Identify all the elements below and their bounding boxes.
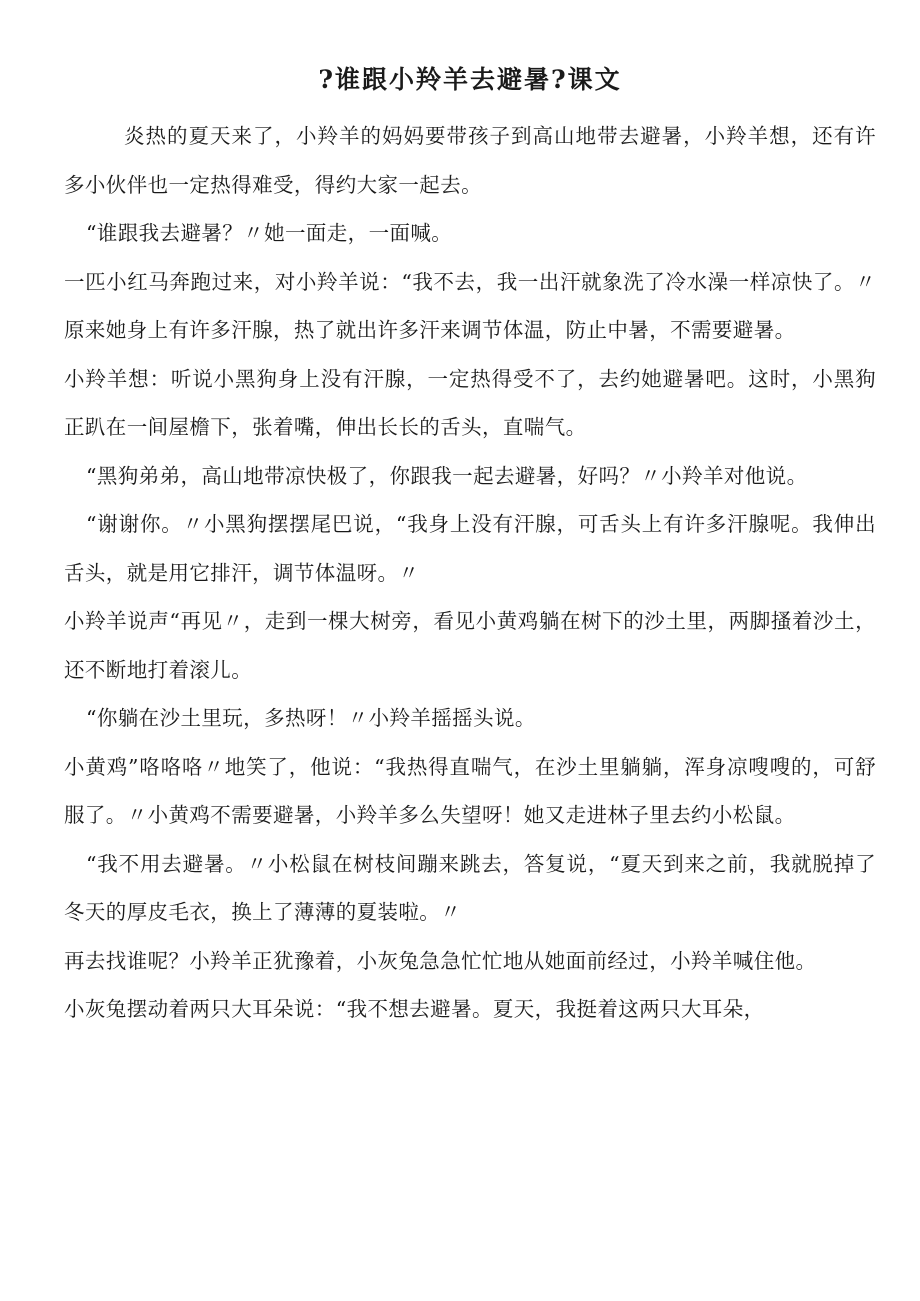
paragraph-10: “我不用去避暑。〃小松鼠在树枝间蹦来跳去，答复说，“夏天到来之前，我就脱掉了冬天的厚皮毛衣，换上了薄薄的夏装啦。〃 (64, 851, 876, 924)
paragraph-2: “谁跟我去避暑？〃她一面走，一面喊。 (86, 221, 453, 245)
paragraph-5: “黑狗弟弟，高山地带凉快极了，你跟我一起去避暑，好吗？〃小羚羊对他说。 (86, 463, 808, 488)
paragraph-8: “你躺在沙土里玩，多热呀！〃小羚羊摇摇头说。 (86, 706, 536, 730)
paragraph-9: 小黄鸡”咯咯咯〃地笑了，他说：“我热得直喘气，在沙土里躺躺，浑身凉嗖嗖的，可舒服了。〃小黄鸡不需要避暑，小羚羊多么失望呀！她又走进林子里去约小松鼠。 (64, 754, 876, 827)
paragraph-7: 小羚羊说声“再见〃，走到一棵大树旁，看见小黄鸡躺在树下的沙土里，两脚搔着沙土，还不断地打着滚儿。 (64, 609, 876, 682)
paragraph-12: 小灰兔摆动着两只大耳朵说：“我不想去避暑。夏天，我挺着这两只大耳朵， (64, 997, 765, 1021)
paragraph-3: 一匹小红马奔跑过来，对小羚羊说：“我不去，我一出汗就象洗了冷水澡一样凉快了。〃原来她身上有许多汗腺，热了就出许多汗来调节体温，防止中暑，不需要避暑。 (64, 269, 876, 342)
paragraph-4: 小羚羊想：听说小黑狗身上没有汗腺，一定热得受不了，去约她避暑吧。这时，小黑狗正趴在一间屋檐下，张着嘴，伸出长长的舌头，直喘气。 (64, 366, 876, 439)
document-title: ?谁跟小羚羊去避暑?课文 (318, 65, 622, 94)
paragraph-6: “谢谢你。〃小黑狗摆摆尾巴说，“我身上没有汗腺，可舌头上有许多汗腺呢。我伸出舌头，就是用它排汗，调节体温呀。〃 (64, 512, 876, 585)
paragraph-11: 再去找谁呢？小羚羊正犹豫着，小灰兔急急忙忙地从她面前经过，小羚羊喊住他。 (64, 948, 817, 973)
paragraph-1: 炎热的夏天来了，小羚羊的妈妈要带孩子到高山地带去避暑，小羚羊想，还有许多小伙伴也一定热得难受，得约大家一起去。 (64, 124, 876, 197)
